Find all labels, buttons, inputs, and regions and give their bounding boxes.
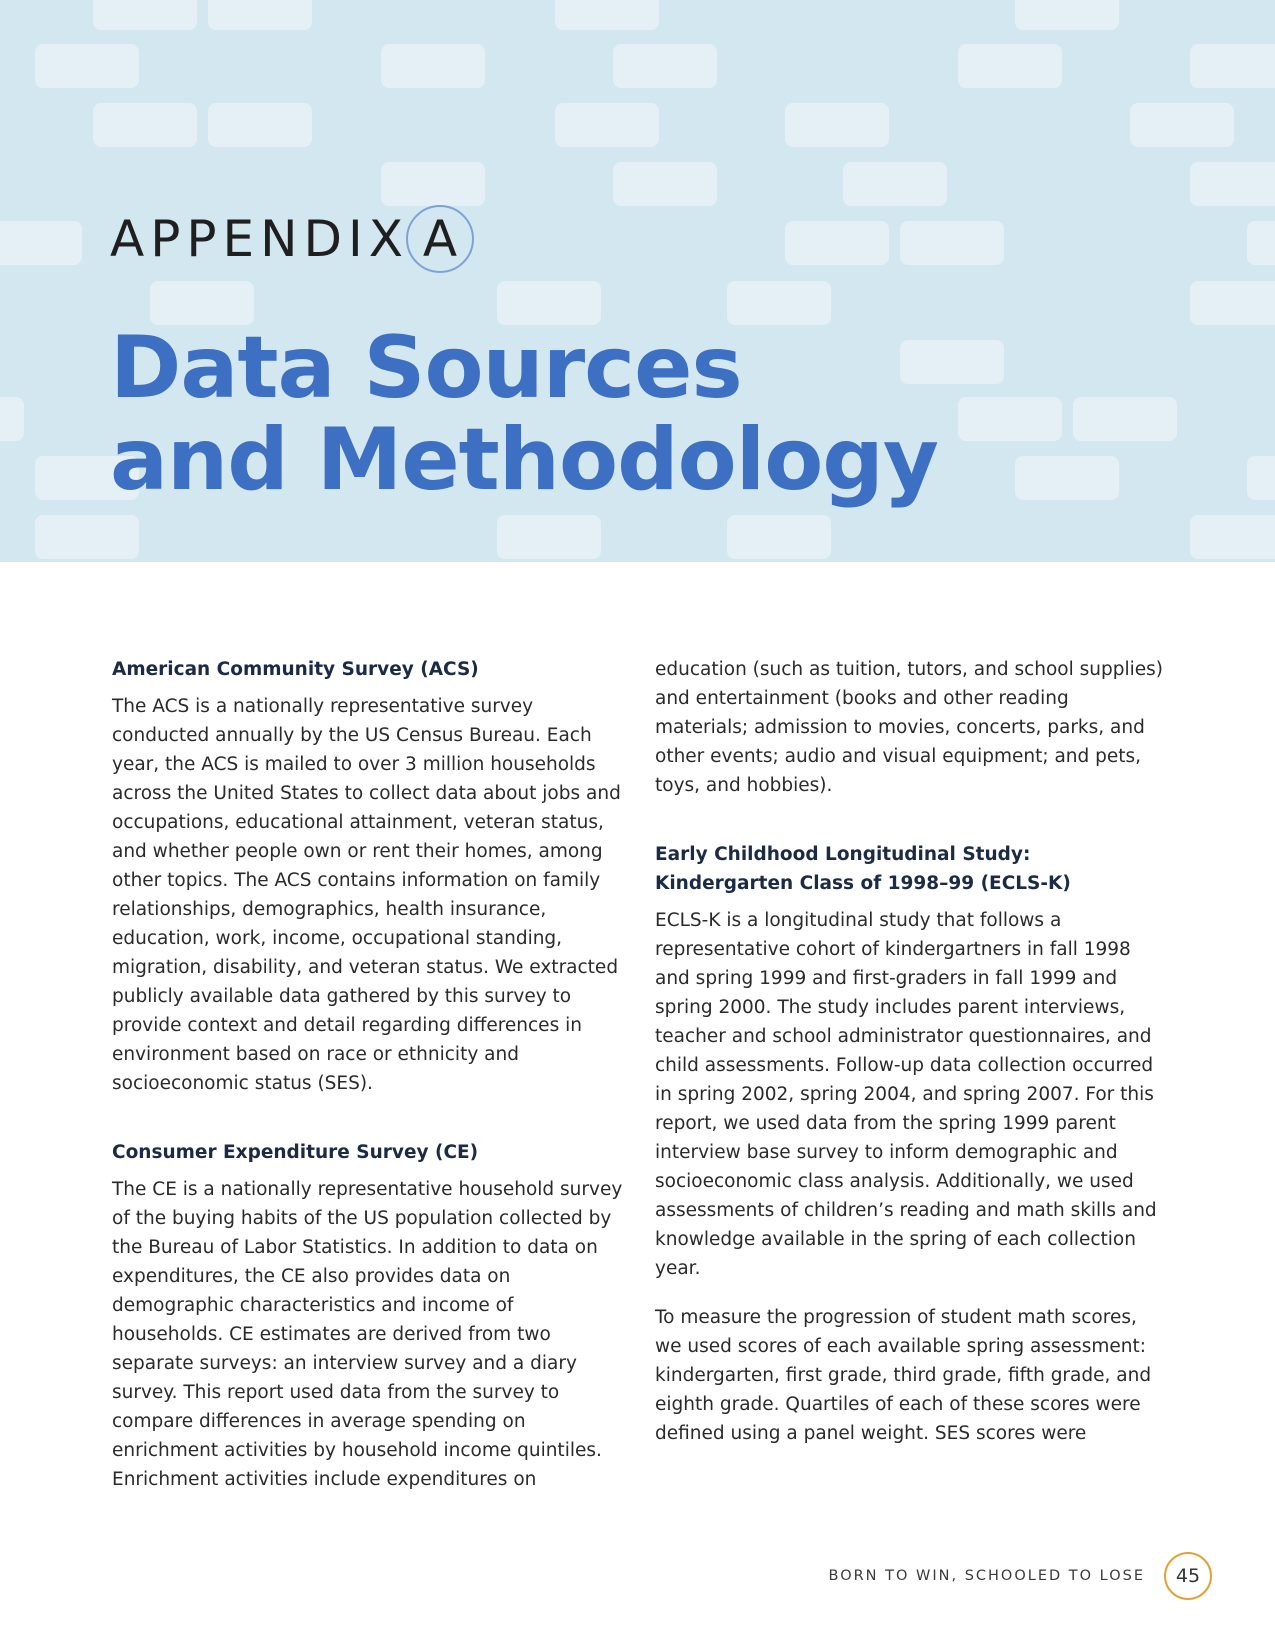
eclsk-heading: Early Childhood Longitudinal Study: Kindergarten Class of 1998–99 (ECLS-K)	[655, 844, 1071, 894]
decorative-brick	[0, 397, 24, 441]
decorative-brick	[785, 221, 889, 265]
decorative-brick	[1130, 103, 1234, 147]
decorative-brick	[1073, 397, 1177, 441]
eclsk-body-2: To measure the progression of student math scores, we used scores of each available spring assessment: kindergarten, first grade, third grade, fifth grade, and eighth grade. Quartiles of each of these scores were defined using a panel weight. SES scores were	[655, 1307, 1152, 1444]
header-banner	[0, 0, 1275, 562]
decorative-brick	[958, 397, 1062, 441]
section-spacer	[655, 800, 1167, 840]
decorative-brick	[1190, 44, 1275, 88]
acs-body: The ACS is a nationally representative survey conducted annually by the US Census Bureau. Each year, the ACS is mailed to over 3 million households across the United States to collect data about jobs and occupations, educational attainment, veteran status, and whether people own or rent their homes, among other topics. The ACS contains information on family relationships, demographics, health insurance, education, work, income, occupational standing, migration, disability, and veteran status. We extracted publicly available data gathered by this survey to provide context and detail regarding differences in environment based on race or ethnicity and socioeconomic status (SES).	[112, 696, 621, 1094]
decorative-brick	[497, 515, 601, 559]
left-column	[112, 655, 624, 1494]
decorative-brick	[93, 0, 197, 30]
decorative-brick	[785, 103, 889, 147]
appendix-letter: A	[422, 210, 458, 268]
ce-body-continuation: education (such as tuition, tutors, and school supplies) and entertainment (books and other reading materials; admission to movies, concerts, parks, and other events; audio and visual equipment; and pets, toys, and hobbies).	[655, 659, 1164, 796]
decorative-brick	[93, 103, 197, 147]
decorative-brick	[1190, 515, 1275, 559]
decorative-brick	[1015, 0, 1119, 30]
acs-heading: American Community Survey (ACS)	[112, 659, 479, 680]
eclsk-body: ECLS-K is a longitudinal study that follows a representative cohort of kindergartners in fall 1998 and spring 1999 and first-graders in fall 1999 and spring 2000. The study includes parent interviews, teacher and school administrator questionnaires, and child assessments. Follow-up data collection occurred in spring 2002, spring 2004, and spring 2007. For this report, we used data from the spring 1999 parent interview base survey to inform demographic and socioeconomic class analysis. Additionally, we used assessments of children’s reading and math skills and knowledge available in the spring of each collection year.	[655, 910, 1157, 1279]
decorative-brick	[900, 221, 1004, 265]
decorative-brick	[958, 44, 1062, 88]
decorative-brick	[1247, 221, 1275, 265]
decorative-brick	[555, 0, 659, 30]
decorative-brick	[35, 44, 139, 88]
paragraph-spacer	[655, 1283, 1167, 1303]
right-column	[655, 655, 1167, 1448]
running-title: BORN TO WIN, SCHOOLED TO LOSE	[828, 1568, 1145, 1584]
decorative-brick	[1015, 456, 1119, 500]
page-title	[110, 318, 938, 510]
section-spacer	[112, 1098, 624, 1138]
decorative-brick	[208, 103, 312, 147]
decorative-brick	[208, 0, 312, 30]
ce-body: The CE is a nationally representative household survey of the buying habits of the US population collected by the Bureau of Labor Statistics. In addition to data on expenditures, the CE also provides data on demographic characteristics and income of households. CE estimates are derived from two separate surveys: an interview survey and a diary survey. This report used data from the survey to compare differences in average spending on enrichment activities by household income quintiles. Enrichment activities include expenditures on	[112, 1179, 623, 1490]
decorative-brick	[613, 162, 717, 206]
decorative-brick	[381, 44, 485, 88]
decorative-brick	[613, 44, 717, 88]
decorative-brick	[381, 162, 485, 206]
page-title-line-2: and Methodology	[110, 410, 938, 510]
ce-heading: Consumer Expenditure Survey (CE)	[112, 1142, 479, 1163]
decorative-brick	[727, 281, 831, 325]
decorative-brick	[1190, 281, 1275, 325]
decorative-brick	[0, 221, 82, 265]
decorative-brick	[843, 162, 947, 206]
decorative-brick	[35, 515, 139, 559]
page-number: 45	[1164, 1552, 1212, 1600]
appendix-label: APPENDIX	[110, 210, 410, 268]
page-title-line-1: Data Sources	[110, 318, 742, 418]
decorative-brick	[1247, 456, 1275, 500]
decorative-brick	[555, 103, 659, 147]
decorative-brick	[1190, 162, 1275, 206]
decorative-brick	[727, 515, 831, 559]
